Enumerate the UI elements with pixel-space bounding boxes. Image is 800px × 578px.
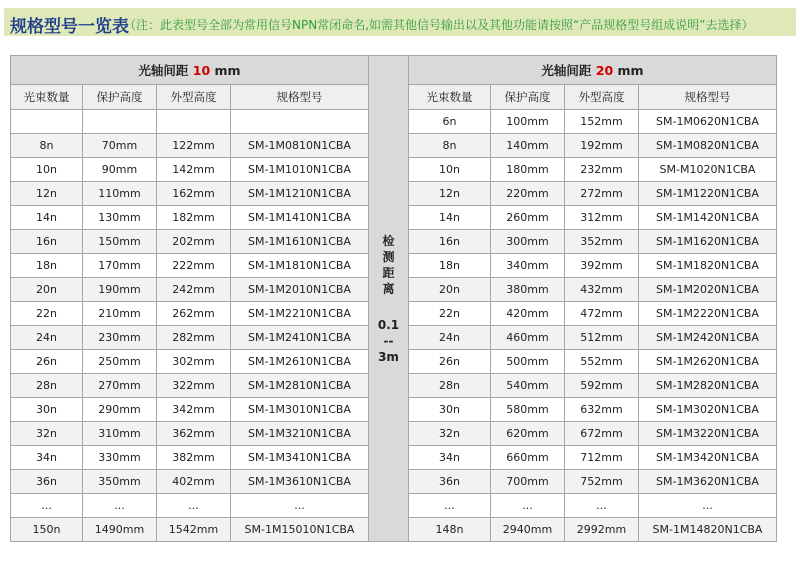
left-outer-height-cell: 282mm (157, 326, 231, 350)
left-beam-count-cell: 24n (11, 326, 83, 350)
right-beam-count-cell: 24n (409, 326, 491, 350)
left-outer-height-cell: 322mm (157, 374, 231, 398)
right-outer-height-cell: 232mm (565, 158, 639, 182)
left-section-value: 10 (192, 63, 211, 78)
right-model-number-cell: SM-1M1820N1CBA (639, 254, 777, 278)
left-protect-height-cell: 310mm (83, 422, 157, 446)
left-model-number-cell: ... (231, 494, 369, 518)
left-protect-height-cell: 110mm (83, 182, 157, 206)
right-beam-count-cell: 28n (409, 374, 491, 398)
right-outer-height-cell: 512mm (565, 326, 639, 350)
right-beam-count-cell: 18n (409, 254, 491, 278)
left-beam-count-cell: 150n (11, 518, 83, 542)
right-model-number-cell: ... (639, 494, 777, 518)
left-section-prefix: 光轴间距 (138, 63, 189, 78)
right-beam-count-cell: 10n (409, 158, 491, 182)
right-beam-count-cell: 30n (409, 398, 491, 422)
right-outer-height-cell: 352mm (565, 230, 639, 254)
right-protect-height-cell: 180mm (491, 158, 565, 182)
right-protect-height-cell: 100mm (491, 110, 565, 134)
right-model-number-cell: SM-1M1220N1CBA (639, 182, 777, 206)
page-title: 规格型号一览表 (10, 17, 129, 37)
right-protect-height-cell: 220mm (491, 182, 565, 206)
left-protect-height-cell: 250mm (83, 350, 157, 374)
right-protect-height-cell: 380mm (491, 278, 565, 302)
left-outer-height-cell: 222mm (157, 254, 231, 278)
detection-distance-char: 距 (382, 265, 395, 280)
left-beam-count-cell: 16n (11, 230, 83, 254)
left-protect-height-cell: 170mm (83, 254, 157, 278)
right-outer-height-cell: 392mm (565, 254, 639, 278)
left-outer-height-cell: 142mm (157, 158, 231, 182)
right-outer-height-cell: 2992mm (565, 518, 639, 542)
left-outer-height-cell: 122mm (157, 134, 231, 158)
left-outer-height-cell: ... (157, 494, 231, 518)
detection-distance-label (369, 233, 408, 365)
right-outer-height-cell: 592mm (565, 374, 639, 398)
left-model-number-cell: SM-1M2810N1CBA (231, 374, 369, 398)
right-protect-height-cell: 620mm (491, 422, 565, 446)
left-beam-count-cell: 32n (11, 422, 83, 446)
right-protect-height-cell: 580mm (491, 398, 565, 422)
section-header-row (11, 56, 777, 85)
right-beam-count-cell: 148n (409, 518, 491, 542)
left-protect-height-cell: 150mm (83, 230, 157, 254)
left-protect-height-cell: 210mm (83, 302, 157, 326)
right-protect-height-cell: ... (491, 494, 565, 518)
right-section-header (409, 56, 777, 85)
right-model-number-cell: SM-1M1420N1CBA (639, 206, 777, 230)
left-protect-height-cell: 290mm (83, 398, 157, 422)
right-model-number-cell: SM-1M3220N1CBA (639, 422, 777, 446)
right-model-number-cell: SM-1M3620N1CBA (639, 470, 777, 494)
right-outer-height-cell: 752mm (565, 470, 639, 494)
right-model-number-cell: SM-1M2220N1CBA (639, 302, 777, 326)
right-model-number-cell: SM-1M0820N1CBA (639, 134, 777, 158)
left-model-number-cell: SM-1M1610N1CBA (231, 230, 369, 254)
left-model-number-cell: SM-1M1210N1CBA (231, 182, 369, 206)
right-protect-height-cell: 340mm (491, 254, 565, 278)
left-model-number-cell: SM-1M3410N1CBA (231, 446, 369, 470)
left-beam-count-cell: 10n (11, 158, 83, 182)
left-outer-height-cell: 362mm (157, 422, 231, 446)
right-beam-count-cell: 26n (409, 350, 491, 374)
right-model-number-cell: SM-1M3420N1CBA (639, 446, 777, 470)
right-protect-height-cell: 260mm (491, 206, 565, 230)
right-protect-height-cell: 140mm (491, 134, 565, 158)
left-protect-height-cell: 230mm (83, 326, 157, 350)
left-beam-count-cell: 14n (11, 206, 83, 230)
right-beam-count-cell: ... (409, 494, 491, 518)
right-protect-height-cell: 700mm (491, 470, 565, 494)
left-model-number-cell: SM-1M15010N1CBA (231, 518, 369, 542)
left-protect-height-cell: 190mm (83, 278, 157, 302)
right-outer-height-cell: 192mm (565, 134, 639, 158)
right-outer-height-cell: 672mm (565, 422, 639, 446)
left-protect-height-cell (83, 110, 157, 134)
right-beam-count-cell: 16n (409, 230, 491, 254)
detection-distance-range: 3m (378, 349, 399, 364)
right-beam-count-header: 光束数量 (409, 85, 491, 110)
left-outer-height-cell: 162mm (157, 182, 231, 206)
left-beam-count-cell: 18n (11, 254, 83, 278)
right-protect-height-cell: 2940mm (491, 518, 565, 542)
right-outer-height-cell: 552mm (565, 350, 639, 374)
right-beam-count-cell: 8n (409, 134, 491, 158)
right-outer-height-header: 外型高度 (565, 85, 639, 110)
left-beam-count-header: 光束数量 (11, 85, 83, 110)
left-outer-height-cell: 342mm (157, 398, 231, 422)
detection-distance-range: 0.1 (377, 317, 400, 332)
right-beam-count-cell: 14n (409, 206, 491, 230)
left-protect-height-header: 保护高度 (83, 85, 157, 110)
left-section-unit: mm (214, 63, 241, 78)
right-beam-count-cell: 20n (409, 278, 491, 302)
left-protect-height-cell: 70mm (83, 134, 157, 158)
right-model-number-cell: SM-1M3020N1CBA (639, 398, 777, 422)
left-beam-count-cell (11, 110, 83, 134)
left-model-number-cell: SM-1M2610N1CBA (231, 350, 369, 374)
left-beam-count-cell: 26n (11, 350, 83, 374)
right-model-number-cell: SM-1M1620N1CBA (639, 230, 777, 254)
left-model-number-cell: SM-1M1010N1CBA (231, 158, 369, 182)
title-note: （注：此表型号全部为常用信号NPN常闭命名,如需其他信号输出以及其他功能请按照“产品规格型号组成说明”去选择） (124, 18, 754, 32)
left-section-header (11, 56, 369, 85)
left-protect-height-cell: 90mm (83, 158, 157, 182)
left-protect-height-cell: 1490mm (83, 518, 157, 542)
spacer (369, 297, 408, 317)
right-model-number-cell: SM-1M2420N1CBA (639, 326, 777, 350)
left-outer-height-cell: 382mm (157, 446, 231, 470)
right-model-number-cell: SM-1M2620N1CBA (639, 350, 777, 374)
left-protect-height-cell: ... (83, 494, 157, 518)
detection-distance-range: -- (383, 333, 394, 348)
right-protect-height-cell: 660mm (491, 446, 565, 470)
right-beam-count-cell: 6n (409, 110, 491, 134)
left-protect-height-cell: 350mm (83, 470, 157, 494)
right-beam-count-cell: 22n (409, 302, 491, 326)
left-outer-height-cell: 402mm (157, 470, 231, 494)
right-protect-height-cell: 500mm (491, 350, 565, 374)
right-protect-height-cell: 420mm (491, 302, 565, 326)
left-beam-count-cell: 34n (11, 446, 83, 470)
left-outer-height-cell: 302mm (157, 350, 231, 374)
left-outer-height-cell: 182mm (157, 206, 231, 230)
left-beam-count-cell: 22n (11, 302, 83, 326)
right-model-number-cell: SM-1M2820N1CBA (639, 374, 777, 398)
left-outer-height-cell (157, 110, 231, 134)
right-model-number-cell: SM-1M14820N1CBA (639, 518, 777, 542)
right-outer-height-cell: 472mm (565, 302, 639, 326)
right-section-unit: mm (617, 63, 644, 78)
left-model-number-cell: SM-1M2010N1CBA (231, 278, 369, 302)
left-model-number-cell: SM-1M3210N1CBA (231, 422, 369, 446)
left-protect-height-cell: 270mm (83, 374, 157, 398)
left-model-number-cell: SM-1M2210N1CBA (231, 302, 369, 326)
right-outer-height-cell: ... (565, 494, 639, 518)
detection-distance-char: 离 (382, 281, 395, 296)
right-beam-count-cell: 36n (409, 470, 491, 494)
left-outer-height-header: 外型高度 (157, 85, 231, 110)
right-outer-height-cell: 312mm (565, 206, 639, 230)
left-model-number-cell: SM-1M3010N1CBA (231, 398, 369, 422)
left-outer-height-cell: 1542mm (157, 518, 231, 542)
right-section-value: 20 (595, 63, 614, 78)
left-outer-height-cell: 262mm (157, 302, 231, 326)
left-model-number-cell: SM-1M1810N1CBA (231, 254, 369, 278)
right-protect-height-cell: 460mm (491, 326, 565, 350)
right-model-number-cell: SM-1M0620N1CBA (639, 110, 777, 134)
right-outer-height-cell: 272mm (565, 182, 639, 206)
detection-distance-char: 测 (382, 249, 395, 264)
right-beam-count-cell: 12n (409, 182, 491, 206)
spec-table (10, 55, 777, 542)
left-beam-count-cell: 28n (11, 374, 83, 398)
title-bar (4, 8, 796, 36)
left-model-number-cell: SM-1M1410N1CBA (231, 206, 369, 230)
left-model-number-cell: SM-1M2410N1CBA (231, 326, 369, 350)
left-model-number-cell (231, 110, 369, 134)
right-section-prefix: 光轴间距 (541, 63, 592, 78)
left-outer-height-cell: 202mm (157, 230, 231, 254)
left-protect-height-cell: 130mm (83, 206, 157, 230)
right-protect-height-cell: 540mm (491, 374, 565, 398)
right-outer-height-cell: 432mm (565, 278, 639, 302)
left-beam-count-cell: 20n (11, 278, 83, 302)
right-beam-count-cell: 32n (409, 422, 491, 446)
left-beam-count-cell: 8n (11, 134, 83, 158)
left-model-header: 规格型号 (231, 85, 369, 110)
right-protect-height-cell: 300mm (491, 230, 565, 254)
right-model-header: 规格型号 (639, 85, 777, 110)
spec-table-body (11, 56, 777, 542)
left-outer-height-cell: 242mm (157, 278, 231, 302)
left-model-number-cell: SM-1M3610N1CBA (231, 470, 369, 494)
right-model-number-cell: SM-1M2020N1CBA (639, 278, 777, 302)
right-outer-height-cell: 712mm (565, 446, 639, 470)
right-protect-height-header: 保护高度 (491, 85, 565, 110)
left-beam-count-cell: 12n (11, 182, 83, 206)
detection-distance-cell (369, 56, 409, 542)
right-outer-height-cell: 632mm (565, 398, 639, 422)
left-protect-height-cell: 330mm (83, 446, 157, 470)
left-beam-count-cell: ... (11, 494, 83, 518)
left-beam-count-cell: 36n (11, 470, 83, 494)
right-beam-count-cell: 34n (409, 446, 491, 470)
right-model-number-cell: SM-M1020N1CBA (639, 158, 777, 182)
left-model-number-cell: SM-1M0810N1CBA (231, 134, 369, 158)
right-outer-height-cell: 152mm (565, 110, 639, 134)
left-beam-count-cell: 30n (11, 398, 83, 422)
detection-distance-char: 检 (382, 233, 395, 248)
